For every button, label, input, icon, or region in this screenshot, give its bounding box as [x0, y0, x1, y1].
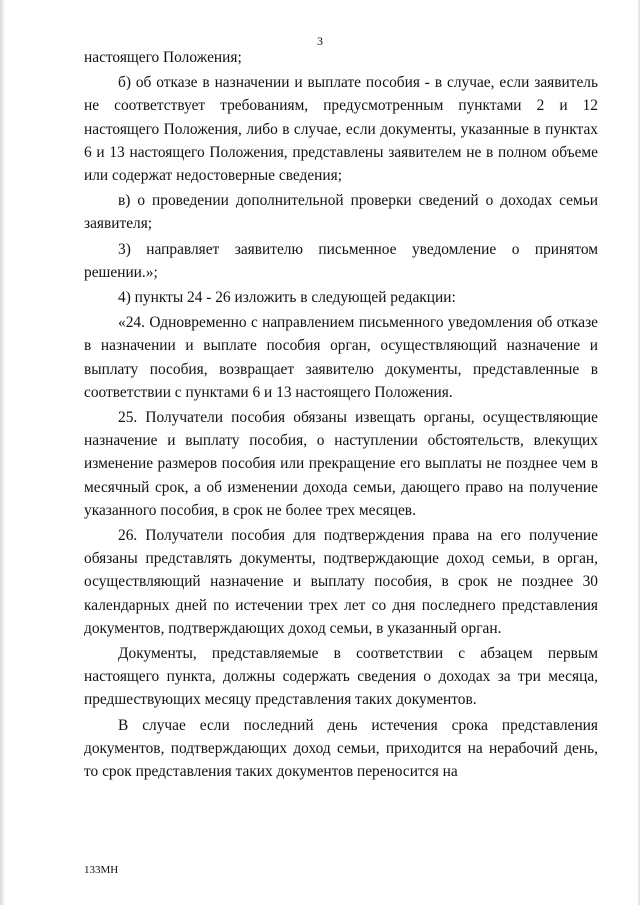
paragraph-item-v: в) о проведении дополнительной проверки сведений о доходах семьи заявителя; — [84, 192, 598, 233]
paragraph-item-3: 3) направляет заявителю письменное уведомление о принятом решении.»; — [84, 240, 598, 281]
paragraph-documents: Документы, представляемые в соответствии с абзацем первым настоящего пункта, должны содержать сведения о доходах за три месяца, предшествующих месяцу представления таких документов. — [84, 645, 598, 709]
paragraph-continuation: настоящего Положения; — [84, 49, 242, 66]
paragraph-clause-24: «24. Одновременно с направлением письменного уведомления об отказе в назначении и выплате пособия орган, осуществляющий назначение и выплату пособия, возвращает заявителю документы, представленные в соответствии с пунктами 6 и 13 настоящего Положения. — [84, 314, 598, 401]
paragraph-item-4: 4) пункты 24 - 26 изложить в следующей редакции: — [118, 289, 456, 307]
footer-document-code: 133МН — [84, 864, 119, 876]
paragraph-clause-26: 26. Получатели пособия для подтверждения права на его получение обязаны представлять документы, подтверждающие доход семьи, в орган, осуществляющий назначение и выплату пособия, в срок не позднее 30 календарных дней по истечении трех лет со дня последнего представления документов, подтверждающих доход семьи, в указанный орган. — [84, 527, 598, 637]
page-number: 3 — [317, 34, 323, 48]
paragraph-clause-25: 25. Получатели пособия обязаны извещать органы, осуществляющие назначение и выплату пособия, о наступлении обстоятельств, влекущих изменение размеров пособия или прекращение его выплаты не позднее чем в месячный срок, а об изменении дохода семьи, дающего право на получение указанного пособия, в срок не более трех месяцев. — [84, 409, 598, 519]
paragraph-item-b: б) об отказе в назначении и выплате пособия - в случае, если заявитель не соответствует требованиям, предусмотренным пунктами 2 и 12 настоящего Положения, либо в случае, если документы, указанные в пунктах 6 и 13 настоящего Положения, представлены заявителем не в полном объеме или содержат недостоверные сведения; — [84, 74, 598, 185]
paragraph-last-day: В случае если последний день истечения срока представления документов, подтверждающих доход семьи, приходится на нерабочий день, то срок представления таких документов переносится на — [84, 716, 598, 781]
scan-edge-left — [0, 0, 5, 905]
document-body — [84, 46, 598, 785]
